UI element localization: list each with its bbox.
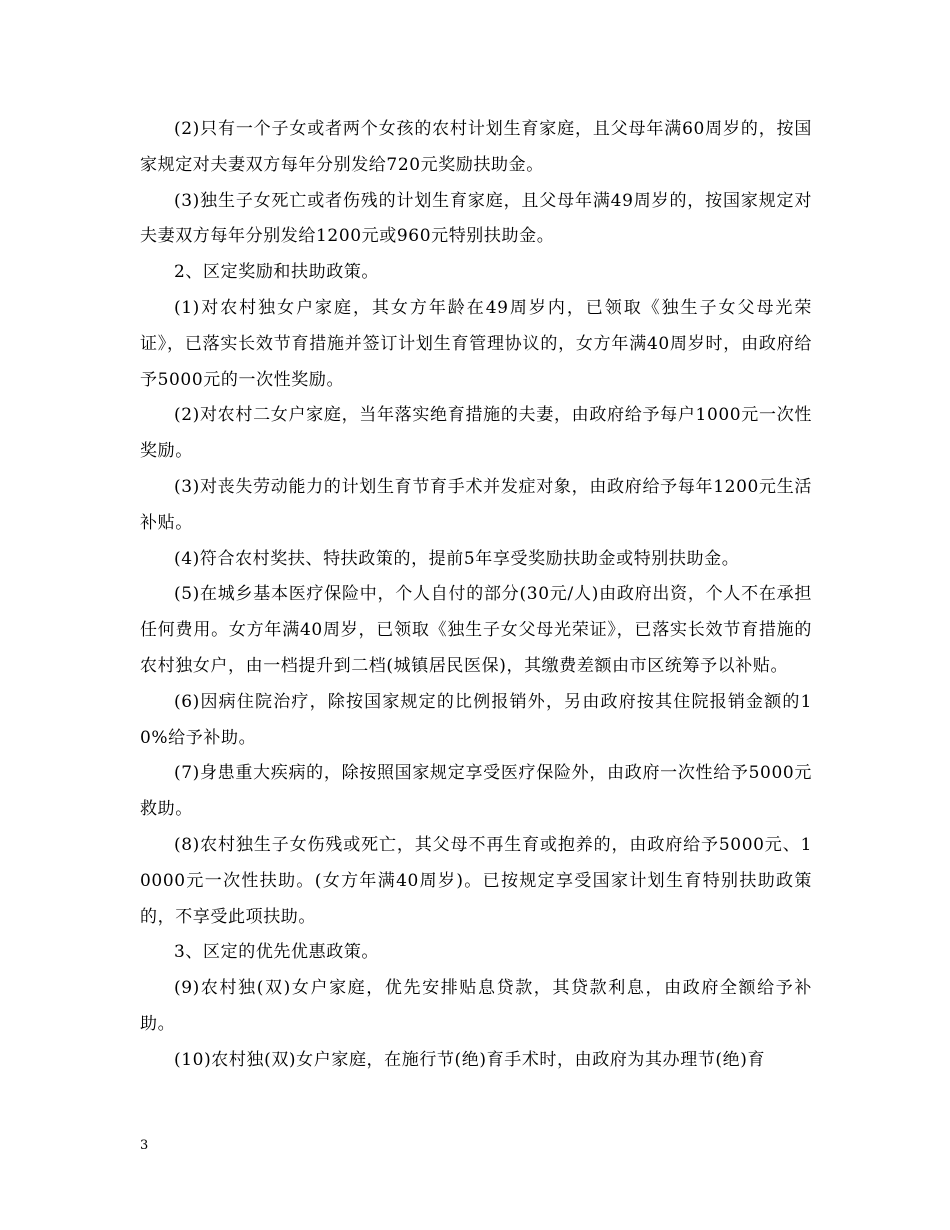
paragraph: (1)对农村独女户家庭，其女方年龄在49周岁内，已领取《独生子女父母光荣证》，已落实长效节育措施并签订计划生育管理协议的，女方年满40周岁时，由政府给予5000元的一次性奖励。 [140,297,812,390]
page-number: 3 [140,1138,149,1153]
paragraph: (6)因病住院治疗，除按国家规定的比例报销外，另由政府按其住院报销金额的10%给予补助。 [140,691,812,748]
paragraph: (7)身患重大疾病的，除按照国家规定享受医疗保险外，由政府一次性给予5000元救助。 [140,763,812,820]
document-body [140,112,812,1079]
paragraph: (10)农村独(双)女户家庭，在施行节(绝)育手术时，由政府为其办理节(绝)育 [174,1049,766,1070]
paragraph: (3)独生子女死亡或者伤残的计划生育家庭，且父母年满49周岁的，按国家规定对夫妻双方每年分别发给1200元或960元特别扶助金。 [140,190,812,247]
paragraph: (3)对丧失劳动能力的计划生育节育手术并发症对象，由政府给予每年1200元生活补贴。 [140,476,812,533]
paragraph: (5)在城乡基本医疗保险中，个人自付的部分(30元/人)由政府出资，个人不在承担任何费用。女方年满40周岁，已领取《独生子女父母光荣证》，已落实长效节育措施的农村独女户，由一档提升到二档(城镇居民医保)，其缴费差额由市区统筹予以补贴。 [140,584,812,676]
paragraph: (8)农村独生子女伤残或死亡，其父母不再生育或抱养的，由政府给予5000元、10000元一次性扶助。(女方年满40周岁)。已按规定享受国家计划生育特别扶助政策的，不享受此项扶助。 [140,834,812,927]
paragraph: (4)符合农村奖扶、特扶政策的，提前5年享受奖励扶助金或特别扶助金。 [174,548,740,569]
paragraph: (2)对农村二女户家庭，当年落实绝育措施的夫妻，由政府给予每户1000元一次性奖励。 [140,405,812,462]
section-heading: 3、区定的优先优惠政策。 [174,942,380,963]
paragraph: (2)只有一个子女或者两个女孩的农村计划生育家庭，且父母年满60周岁的，按国家规定对夫妻双方每年分别发给720元奖励扶助金。 [140,119,812,175]
paragraph: (9)农村独(双)女户家庭，优先安排贴息贷款，其贷款利息，由政府全额给予补助。 [140,978,812,1034]
section-heading: 2、区定奖励和扶助政策。 [174,262,380,283]
